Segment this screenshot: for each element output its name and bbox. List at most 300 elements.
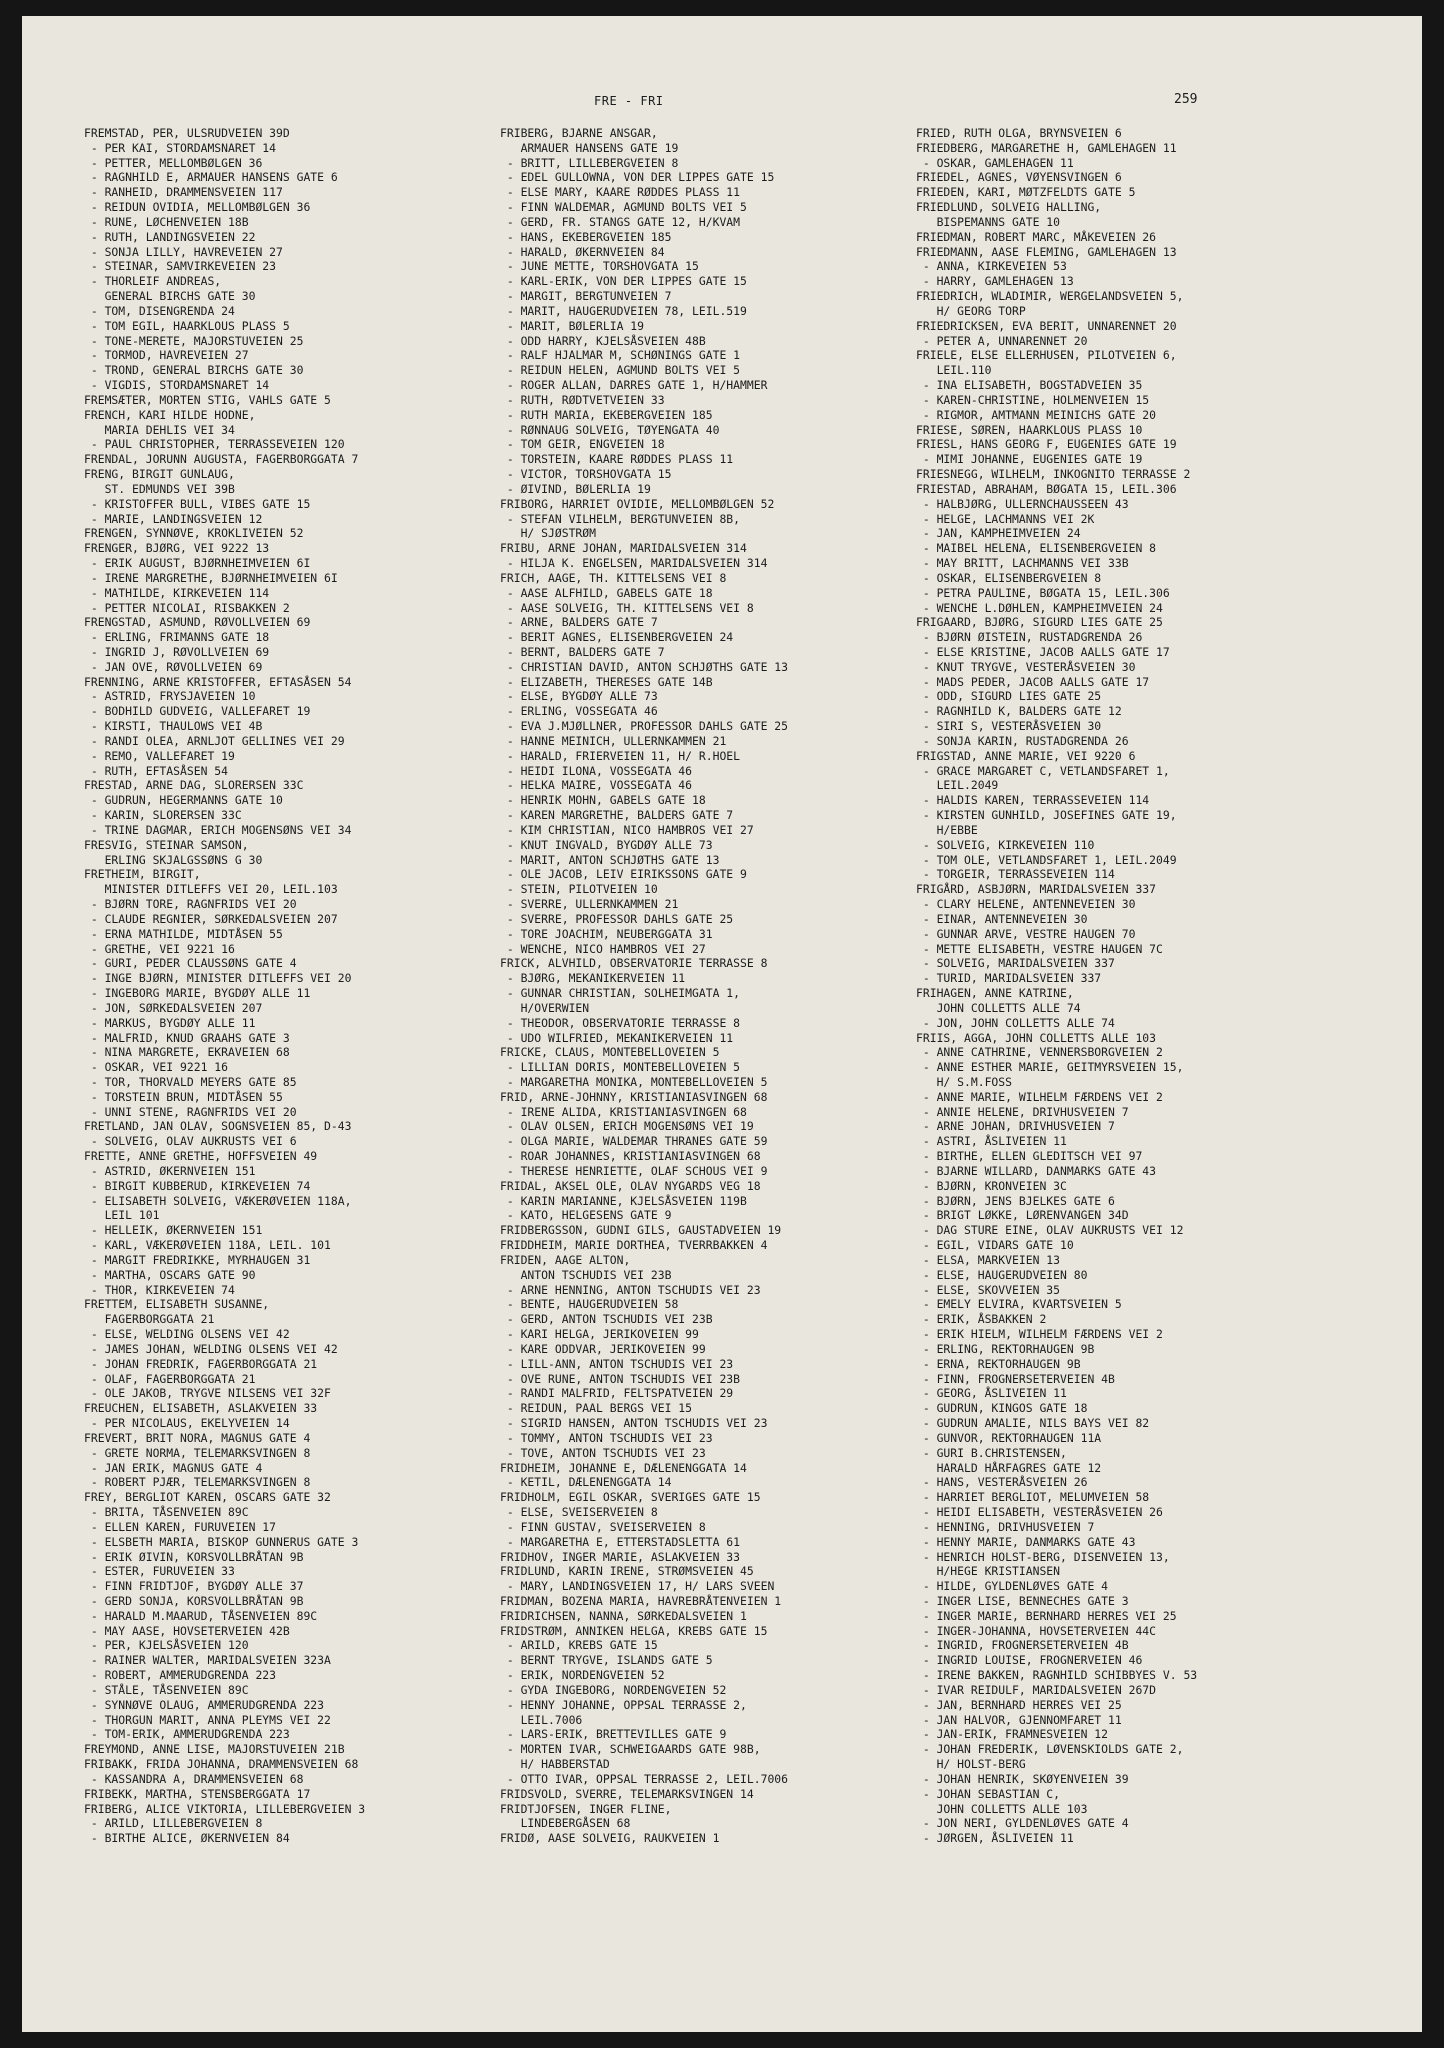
directory-entry: FREY, BERGLIOT KAREN, OSCARS GATE 32 (84, 1490, 331, 1505)
directory-entry: - ANNE MARIE, WILHELM FÆRDENS VEI 2 (916, 1089, 1163, 1104)
directory-entry: - ERIK AUGUST, BJØRNHEIMVEIEN 6I (84, 556, 311, 571)
directory-entry: - BERNT, BALDERS GATE 7 (500, 644, 665, 659)
directory-entry: - MORTEN IVAR, SCHWEIGAARDS GATE 98B, (500, 1742, 761, 1757)
directory-entry: - LILL-ANN, ANTON TSCHUDIS VEI 23 (500, 1356, 734, 1371)
directory-entry: - INGRID J, RØVOLLVEIEN 69 (84, 644, 270, 659)
directory-entry: - RIGMOR, AMTMANN MEINICHS GATE 20 (916, 407, 1157, 422)
directory-entry: FRESTAD, ARNE DAG, SLORERSEN 33C (84, 778, 304, 793)
directory-entry: - TORGEIR, TERRASSEVEIEN 114 (916, 867, 1115, 882)
directory-entry: FRIEDBERG, MARGARETHE H, GAMLEHAGEN 11 (916, 140, 1177, 155)
directory-entry: - BJØRG, MEKANIKERVEIEN 11 (500, 971, 686, 986)
directory-entry: - ERNA MATHILDE, MIDTÅSEN 55 (84, 926, 283, 941)
directory-entry: - THORLEIF ANDREAS, (84, 274, 222, 289)
directory-entry: - HENNY JOHANNE, OPPSAL TERRASSE 2, (500, 1697, 747, 1712)
directory-entry: - OLE JACOB, LEIV EIRIKSSONS GATE 9 (500, 867, 747, 882)
directory-entry: - SOLVEIG, MARIDALSVEIEN 337 (916, 956, 1115, 971)
directory-entry: - SVERRE, ULLERNKAMMEN 21 (500, 897, 679, 912)
directory-entry: - ODD HARRY, KJELSÅSVEIEN 48B (500, 333, 706, 348)
directory-entry: - ELISABETH SOLVEIG, VÆKERØVEIEN 118A, (84, 1193, 352, 1208)
directory-entry: BISPEMANNS GATE 10 (916, 214, 1061, 229)
directory-entry: - BJØRN TORE, RAGNFRIDS VEI 20 (84, 897, 297, 912)
directory-entry: - ELIZABETH, THERESES GATE 14B (500, 674, 713, 689)
directory-entry: - BRIGT LØKKE, LØRENVANGEN 34D (916, 1208, 1129, 1223)
directory-entry: FRIESTAD, ABRAHAM, BØGATA 15, LEIL.306 (916, 481, 1177, 496)
directory-entry: - TOMMY, ANTON TSCHUDIS VEI 23 (500, 1430, 713, 1445)
directory-entry: - ARILD, LILLEBERGVEIEN 8 (84, 1816, 263, 1831)
directory-entry: - IVAR REIDULF, MARIDALSVEIEN 267D (916, 1682, 1157, 1697)
page-number: 259 (1174, 92, 1198, 107)
directory-entry: FRIELE, ELSE ELLERHUSEN, PILOTVEIEN 6, (916, 348, 1177, 363)
directory-entry: - KRISTOFFER BULL, VIBES GATE 15 (84, 496, 311, 511)
directory-entry: - VICTOR, TORSHOVGATA 15 (500, 467, 672, 482)
directory-entry: FRIEDEL, AGNES, VØYENSVINGEN 6 (916, 170, 1122, 185)
directory-entry: - TOM EGIL, HAARKLOUS PLASS 5 (84, 318, 290, 333)
directory-entry: - CLAUDE REGNIER, SØRKEDALSVEIEN 207 (84, 911, 338, 926)
directory-entry: - KATO, HELGESENS GATE 9 (500, 1208, 672, 1223)
directory-entry: - ANNA, KIRKEVEIEN 53 (916, 259, 1067, 274)
directory-entry: - MARGIT, BERGTUNVEIEN 7 (500, 289, 672, 304)
directory-column-1 (84, 126, 504, 1846)
directory-entry: - MAIBEL HELENA, ELISENBERGVEIEN 8 (916, 541, 1157, 556)
directory-entry: ANTON TSCHUDIS VEI 23B (500, 1267, 672, 1282)
directory-entry: - HELKA MAIRE, VOSSEGATA 46 (500, 778, 693, 793)
directory-entry: - ERIK, ÅSBAKKEN 2 (916, 1312, 1047, 1327)
directory-entry: - JOHAN HENRIK, SKØYENVEIEN 39 (916, 1771, 1129, 1786)
directory-entry: - KARI HELGA, JERIKOVEIEN 99 (500, 1327, 699, 1342)
directory-entry: - HELGE, LACHMANNS VEI 2K (916, 511, 1095, 526)
directory-entry: - KARL, VÆKERØVEIEN 118A, LEIL. 101 (84, 1238, 331, 1253)
directory-entry: FREMSTAD, PER, ULSRUDVEIEN 39D (84, 126, 290, 140)
directory-entry: - ØIVIND, BØLERLIA 19 (500, 481, 651, 496)
directory-entry: FRIBAKK, FRIDA JOHANNA, DRAMMENSVEIEN 68 (84, 1757, 359, 1772)
directory-entry: - INGER LISE, BENNECHES GATE 3 (916, 1593, 1129, 1608)
directory-entry: GENERAL BIRCHS GATE 30 (84, 289, 256, 304)
directory-entry: - JAN ERIK, MAGNUS GATE 4 (84, 1460, 263, 1475)
directory-entry: - JON NERI, GYLDENLØVES GATE 4 (916, 1816, 1129, 1831)
directory-entry: - WENCHE L.DØHLEN, KAMPHEIMVEIEN 24 (916, 600, 1163, 615)
directory-entry: - PETRA PAULINE, BØGATA 15, LEIL.306 (916, 585, 1170, 600)
directory-entry: - DAG STURE EINE, OLAV AUKRUSTS VEI 12 (916, 1223, 1184, 1238)
directory-entry: - INGER MARIE, BERNHARD HERRES VEI 25 (916, 1608, 1177, 1623)
directory-entry: - HILJA K. ENGELSEN, MARIDALSVEIEN 314 (500, 556, 768, 571)
directory-entry: - ANNE ESTHER MARIE, GEITMYRSVEIEN 15, (916, 1060, 1184, 1075)
directory-entry: - INGRID LOUISE, FROGNERVEIEN 46 (916, 1653, 1143, 1668)
directory-entry: - ELSA, MARKVEIEN 13 (916, 1252, 1061, 1267)
directory-entry: FRIIS, AGGA, JOHN COLLETTS ALLE 103 (916, 1030, 1157, 1045)
directory-entry: FRIESL, HANS GEORG F, EUGENIES GATE 19 (916, 437, 1177, 452)
directory-entry: - GERD SONJA, KORSVOLLBRÅTAN 9B (84, 1593, 304, 1608)
directory-entry: FRIDHOLM, EGIL OSKAR, SVERIGES GATE 15 (500, 1490, 761, 1505)
directory-entry: - TORE JOACHIM, NEUBERGGATA 31 (500, 926, 713, 941)
page-header-title: FRE - FRI (594, 94, 664, 108)
directory-entry: - SIRI S, VESTERÅSVEIEN 30 (916, 719, 1102, 734)
directory-entry: - ASTRI, ÅSLIVEIEN 11 (916, 1134, 1067, 1149)
directory-entry: FRIDØ, AASE SOLVEIG, RAUKVEIEN 1 (500, 1831, 720, 1846)
directory-entry: - RUTH, EFTASÅSEN 54 (84, 763, 229, 778)
directory-entry: - KIRSTEN GUNHILD, JOSEFINES GATE 19, (916, 808, 1177, 823)
directory-entry: - KARIN MARIANNE, KJELSÅSVEIEN 119B (500, 1193, 747, 1208)
directory-entry: - SONJA KARIN, RUSTADGRENDA 26 (916, 733, 1129, 748)
directory-entry: FRIDRICHSEN, NANNA, SØRKEDALSVEIEN 1 (500, 1608, 747, 1623)
directory-entry: - GUNNAR CHRISTIAN, SOLHEIMGATA 1, (500, 986, 741, 1001)
directory-entry: FRENGSTAD, ASMUND, RØVOLLVEIEN 69 (84, 615, 311, 630)
directory-entry: - EINAR, ANTENNEVEIEN 30 (916, 911, 1088, 926)
directory-entry: - AASE SOLVEIG, TH. KITTELSENS VEI 8 (500, 600, 754, 615)
directory-entry: JOHN COLLETTS ALLE 103 (916, 1801, 1088, 1816)
directory-entry: - ELSE, SKOVVEIEN 35 (916, 1282, 1061, 1297)
directory-entry: - TORSTEIN, KAARE RØDDES PLASS 11 (500, 452, 734, 467)
directory-entry: ERLING SKJALGSSØNS G 30 (84, 852, 263, 867)
directory-entry: - JON, SØRKEDALSVEIEN 207 (84, 1000, 263, 1015)
directory-entry: - SOLVEIG, OLAV AUKRUSTS VEI 6 (84, 1134, 297, 1149)
directory-entry: - HILDE, GYLDENLØVES GATE 4 (916, 1579, 1109, 1594)
directory-entry: FRIEDRICKSEN, EVA BERIT, UNNARENNET 20 (916, 318, 1177, 333)
directory-entry: - SONJA LILLY, HAVREVEIEN 27 (84, 244, 283, 259)
directory-entry: - JON, JOHN COLLETTS ALLE 74 (916, 1015, 1115, 1030)
directory-entry: FRIDSTRØM, ANNIKEN HELGA, KREBS GATE 15 (500, 1623, 768, 1638)
directory-entry: - JOHAN FREDERIK, LØVENSKIOLDS GATE 2, (916, 1742, 1184, 1757)
directory-entry: - HALDIS KAREN, TERRASSEVEIEN 114 (916, 793, 1150, 808)
directory-entry: FRICK, ALVHILD, OBSERVATORIE TERRASSE 8 (500, 956, 768, 971)
directory-entry: FRIDAL, AKSEL OLE, OLAV NYGARDS VEG 18 (500, 1178, 761, 1193)
directory-entry: - SIGRID HANSEN, ANTON TSCHUDIS VEI 23 (500, 1416, 768, 1431)
directory-entry: - GERD, ANTON TSCHUDIS VEI 23B (500, 1312, 713, 1327)
directory-entry: - ERIK, NORDENGVEIEN 52 (500, 1668, 665, 1683)
directory-entry: - GYDA INGEBORG, NORDENGVEIEN 52 (500, 1682, 727, 1697)
directory-entry: - HELLEIK, ØKERNVEIEN 151 (84, 1223, 263, 1238)
directory-entry: - OSKAR, ELISENBERGVEIEN 8 (916, 570, 1102, 585)
directory-entry: - TURID, MARIDALSVEIEN 337 (916, 971, 1102, 986)
directory-entry: - TORMOD, HAVREVEIEN 27 (84, 348, 249, 363)
directory-entry: - HALBJØRG, ULLERNCHAUSSEEN 43 (916, 496, 1129, 511)
directory-entry: - ROBERT, AMMERUDGRENDA 223 (84, 1668, 277, 1683)
directory-entry: - GURI B.CHRISTENSEN, (916, 1445, 1067, 1460)
directory-entry: - EVA J.MJØLLNER, PROFESSOR DAHLS GATE 25 (500, 719, 789, 734)
directory-entry: FREMSÆTER, MORTEN STIG, VAHLS GATE 5 (84, 392, 331, 407)
directory-entry: - UNNI STENE, RAGNFRIDS VEI 20 (84, 1104, 297, 1119)
directory-entry: - BJØRN ØISTEIN, RUSTADGRENDA 26 (916, 630, 1143, 645)
directory-entry: - KARL-ERIK, VON DER LIPPES GATE 15 (500, 274, 747, 289)
directory-entry: - MARIE, LANDINGSVEIEN 12 (84, 511, 263, 526)
directory-entry: - PETTER, MELLOMBØLGEN 36 (84, 155, 263, 170)
directory-entry: - KIRSTI, THAULOWS VEI 4B (84, 719, 263, 734)
directory-entry: LEIL.2049 (916, 778, 999, 793)
directory-entry: - RUNE, LØCHENVEIEN 18B (84, 214, 249, 229)
directory-entry: - OTTO IVAR, OPPSAL TERRASSE 2, LEIL.7006 (500, 1771, 789, 1786)
directory-entry: FRETTE, ANNE GRETHE, HOFFSVEIEN 49 (84, 1149, 318, 1164)
directory-entry: FRIDBERGSSON, GUDNI GILS, GAUSTADVEIEN 19 (500, 1223, 782, 1238)
directory-entry: H/ S.M.FOSS (916, 1075, 1013, 1089)
directory-entry: - JØRGEN, ÅSLIVEIEN 11 (916, 1831, 1074, 1846)
directory-entry: FRIGSTAD, ANNE MARIE, VEI 9220 6 (916, 748, 1136, 763)
directory-entry: - ARILD, KREBS GATE 15 (500, 1638, 658, 1653)
directory-entry: - TOM-ERIK, AMMERUDGRENDA 223 (84, 1727, 290, 1742)
directory-entry: FREYMOND, ANNE LISE, MAJORSTUVEIEN 21B (84, 1742, 345, 1757)
directory-entry: H/OVERWIEN (500, 1000, 590, 1015)
directory-entry: - TOR, THORVALD MEYERS GATE 85 (84, 1075, 297, 1089)
directory-entry: - PER NICOLAUS, EKELYVEIEN 14 (84, 1416, 290, 1431)
directory-entry: - JOHAN FREDRIK, FAGERBORGGATA 21 (84, 1356, 318, 1371)
directory-entry: JOHN COLLETTS ALLE 74 (916, 1000, 1081, 1015)
directory-entry: - BODHILD GUDVEIG, VALLEFARET 19 (84, 704, 311, 719)
directory-page (22, 16, 1422, 2032)
directory-entry: - HANNE MEINICH, ULLERNKAMMEN 21 (500, 733, 727, 748)
directory-entry: - INGE BJØRN, MINISTER DITLEFFS VEI 20 (84, 971, 352, 986)
directory-entry: FRENG, BIRGIT GUNLAUG, (84, 467, 235, 482)
directory-entry: FRETHEIM, BIRGIT, (84, 867, 201, 882)
directory-entry: - ASTRID, FRYSJAVEIEN 10 (84, 689, 256, 704)
directory-entry: FRESVIG, STEINAR SAMSON, (84, 837, 249, 852)
directory-entry: FRIESE, SØREN, HAARKLOUS PLASS 10 (916, 422, 1143, 437)
directory-entry: - GUDRUN, HEGERMANNS GATE 10 (84, 793, 283, 808)
directory-entry: LEIL.7006 (500, 1712, 583, 1727)
directory-entry: - ARNE HENNING, ANTON TSCHUDIS VEI 23 (500, 1282, 761, 1297)
directory-entry: - KETIL, DÆLENENGGATA 14 (500, 1475, 672, 1490)
directory-entry: - HARRY, GAMLEHAGEN 13 (916, 274, 1074, 289)
directory-entry: FRIGAARD, BJØRG, SIGURD LIES GATE 25 (916, 615, 1163, 630)
directory-entry: - HANS, VESTERÅSVEIEN 26 (916, 1475, 1088, 1490)
directory-entry: MINISTER DITLEFFS VEI 20, LEIL.103 (84, 882, 338, 897)
directory-entry: - CHRISTIAN DAVID, ANTON SCHJØTHS GATE 13 (500, 659, 789, 674)
directory-entry: - ROGER ALLAN, DARRES GATE 1, H/HAMMER (500, 378, 768, 393)
directory-entry: - RAGNHILD K, BALDERS GATE 12 (916, 704, 1122, 719)
directory-entry: - THORGUN MARIT, ANNA PLEYMS VEI 22 (84, 1712, 331, 1727)
directory-entry: - BERNT TRYGVE, ISLANDS GATE 5 (500, 1653, 713, 1668)
directory-entry: - MALFRID, KNUD GRAAHS GATE 3 (84, 1030, 290, 1045)
directory-entry: - BRITT, LILLEBERGVEIEN 8 (500, 155, 679, 170)
directory-entry: - RAGNHILD E, ARMAUER HANSENS GATE 6 (84, 170, 338, 185)
directory-entry: - ODD, SIGURD LIES GATE 25 (916, 689, 1102, 704)
directory-entry: - ESTER, FURUVEIEN 33 (84, 1564, 235, 1579)
directory-entry: - MARGARETHA E, ETTERSTADSLETTA 61 (500, 1534, 741, 1549)
directory-entry: - BJØRN, JENS BJELKES GATE 6 (916, 1193, 1115, 1208)
directory-entry: - OLGA MARIE, WALDEMAR THRANES GATE 59 (500, 1134, 768, 1149)
directory-entry: - CLARY HELENE, ANTENNEVEIEN 30 (916, 897, 1136, 912)
directory-entry: - GERD, FR. STANGS GATE 12, H/KVAM (500, 214, 741, 229)
directory-entry: - HENNING, DRIVHUSVEIEN 7 (916, 1519, 1095, 1534)
directory-entry: - BIRGIT KUBBERUD, KIRKEVEIEN 74 (84, 1178, 311, 1193)
directory-entry: - BIRTHE ALICE, ØKERNVEIEN 84 (84, 1831, 290, 1846)
directory-entry: - ROAR JOHANNES, KRISTIANIASVINGEN 68 (500, 1149, 761, 1164)
directory-entry: - LILLIAN DORIS, MONTEBELLOVEIEN 5 (500, 1060, 741, 1075)
directory-entry: - OLE JAKOB, TRYGVE NILSENS VEI 32F (84, 1386, 331, 1401)
directory-entry: - RUTH MARIA, EKEBERGVEIEN 185 (500, 407, 713, 422)
directory-entry: - HARALD, ØKERNVEIEN 84 (500, 244, 665, 259)
directory-entry: - MARKUS, BYGDØY ALLE 11 (84, 1015, 256, 1030)
directory-entry: H/ HABBERSTAD (500, 1757, 610, 1772)
directory-entry: FRENNING, ARNE KRISTOFFER, EFTASÅSEN 54 (84, 674, 352, 689)
directory-entry: - OLAF, FAGERBORGGATA 21 (84, 1371, 256, 1386)
directory-entry: - KARE ODDVAR, JERIKOVEIEN 99 (500, 1341, 706, 1356)
directory-entry: - INA ELISABETH, BOGSTADVEIEN 35 (916, 378, 1143, 393)
directory-entry: - ELSE, HAUGERUDVEIEN 80 (916, 1267, 1088, 1282)
directory-entry: H/ HOLST-BERG (916, 1757, 1026, 1772)
directory-entry: - HANS, EKEBERGVEIEN 185 (500, 229, 672, 244)
directory-entry: - STEIN, PILOTVEIEN 10 (500, 882, 658, 897)
directory-entry: - SVERRE, PROFESSOR DAHLS GATE 25 (500, 911, 734, 926)
directory-entry: - THOR, KIRKEVEIEN 74 (84, 1282, 235, 1297)
directory-entry: - ROBERT PJÆR, TELEMARKSVINGEN 8 (84, 1475, 311, 1490)
directory-entry: LINDEBERGÅSEN 68 (500, 1816, 631, 1831)
directory-entry: - BRITA, TÅSENVEIEN 89C (84, 1505, 249, 1520)
directory-entry: - TROND, GENERAL BIRCHS GATE 30 (84, 363, 304, 378)
directory-entry: FRENDAL, JORUNN AUGUSTA, FAGERBORGGATA 7 (84, 452, 359, 467)
directory-entry: - EDEL GULLOWNA, VON DER LIPPES GATE 15 (500, 170, 775, 185)
directory-entry: - RANDI MALFRID, FELTSPATVEIEN 29 (500, 1386, 734, 1401)
directory-entry: ARMAUER HANSENS GATE 19 (500, 140, 679, 155)
directory-entry: MARIA DEHLIS VEI 34 (84, 422, 235, 437)
directory-entry: - MADS PEDER, JACOB AALLS GATE 17 (916, 674, 1150, 689)
directory-entry: FRICH, AAGE, TH. KITTELSENS VEI 8 (500, 570, 727, 585)
directory-entry: - KNUT TRYGVE, VESTERÅSVEIEN 30 (916, 659, 1136, 674)
directory-entry: FRIEDLUND, SOLVEIG HALLING, (916, 200, 1102, 215)
directory-entry: - KNUT INGVALD, BYGDØY ALLE 73 (500, 837, 713, 852)
directory-entry: - REIDUN OVIDIA, MELLOMBØLGEN 36 (84, 200, 311, 215)
directory-entry: FRIEDMANN, AASE FLEMING, GAMLEHAGEN 13 (916, 244, 1177, 259)
directory-entry: FREUCHEN, ELISABETH, ASLAKVEIEN 33 (84, 1401, 318, 1416)
directory-entry: - JAMES JOHAN, WELDING OLSENS VEI 42 (84, 1341, 338, 1356)
directory-entry: - ANNIE HELENE, DRIVHUSVEIEN 7 (916, 1104, 1129, 1119)
directory-entry: - NINA MARGRETE, EKRAVEIEN 68 (84, 1045, 290, 1060)
directory-entry: FRIESNEGG, WILHELM, INKOGNITO TERRASSE 2 (916, 467, 1191, 482)
directory-entry: - HENRICH HOLST-BERG, DISENVEIEN 13, (916, 1549, 1170, 1564)
directory-entry: - HARRIET BERGLIOT, MELUMVEIEN 58 (916, 1490, 1150, 1505)
directory-entry: - HENRIK MOHN, GABELS GATE 18 (500, 793, 706, 808)
directory-entry: FRIDSVOLD, SVERRE, TELEMARKSVINGEN 14 (500, 1786, 754, 1801)
directory-entry: FRIBERG, ALICE VIKTORIA, LILLEBERGVEIEN 3 (84, 1801, 366, 1816)
directory-entry: - REMO, VALLEFARET 19 (84, 748, 235, 763)
directory-entry: - GUNVOR, REKTORHAUGEN 11A (916, 1430, 1102, 1445)
directory-entry: - ERIK HIELM, WILHELM FÆRDENS VEI 2 (916, 1327, 1163, 1342)
directory-entry: - MARY, LANDINGSVEIEN 17, H/ LARS SVEEN (500, 1579, 775, 1594)
directory-entry: FRIDEN, AAGE ALTON, (500, 1252, 631, 1267)
directory-entry: - THERESE HENRIETTE, OLAF SCHOUS VEI 9 (500, 1163, 768, 1178)
directory-entry: - TRINE DAGMAR, ERICH MOGENSØNS VEI 34 (84, 822, 352, 837)
directory-entry: - WENCHE, NICO HAMBROS VEI 27 (500, 941, 706, 956)
directory-entry: - JAN-ERIK, FRAMNESVEIEN 12 (916, 1727, 1109, 1742)
directory-entry: - PETER A, UNNARENNET 20 (916, 333, 1088, 348)
directory-entry: FRIBERG, BJARNE ANSGAR, (500, 126, 658, 140)
directory-entry: - JAN, KAMPHEIMVEIEN 24 (916, 526, 1081, 541)
directory-entry: - EMELY ELVIRA, KVARTSVEIEN 5 (916, 1297, 1122, 1312)
directory-entry: LEIL 101 (84, 1208, 160, 1223)
directory-entry: FRIBORG, HARRIET OVIDIE, MELLOMBØLGEN 52 (500, 496, 775, 511)
directory-entry: FRID, ARNE-JOHNNY, KRISTIANIASVINGEN 68 (500, 1089, 768, 1104)
directory-entry: - RALF HJALMAR M, SCHØNINGS GATE 1 (500, 348, 741, 363)
directory-entry: - INGEBORG MARIE, BYGDØY ALLE 11 (84, 986, 311, 1001)
directory-entry: - MARIT, ANTON SCHJØTHS GATE 13 (500, 852, 720, 867)
directory-entry: - RUTH, RØDTVETVEIEN 33 (500, 392, 665, 407)
directory-entry: - GUDRUN, KINGOS GATE 18 (916, 1401, 1088, 1416)
directory-entry: H/HEGE KRISTIANSEN (916, 1564, 1061, 1579)
directory-entry: - HENNY MARIE, DANMARKS GATE 43 (916, 1534, 1136, 1549)
directory-entry: FRICKE, CLAUS, MONTEBELLOVEIEN 5 (500, 1045, 720, 1060)
directory-entry: FRIDTJOFSEN, INGER FLINE, (500, 1801, 672, 1816)
directory-entry: - OSKAR, VEI 9221 16 (84, 1060, 229, 1075)
directory-entry: FREVERT, BRIT NORA, MAGNUS GATE 4 (84, 1430, 311, 1445)
directory-entry: - HEIDI ELISABETH, VESTERÅSVEIEN 26 (916, 1505, 1163, 1520)
directory-column-2 (500, 126, 920, 1846)
directory-entry: - GURI, PEDER CLAUSSØNS GATE 4 (84, 956, 297, 971)
directory-entry: H/EBBE (916, 822, 978, 837)
directory-entry: - GEORG, ÅSLIVEIEN 11 (916, 1386, 1067, 1401)
directory-entry: - ARNE JOHAN, DRIVHUSVEIEN 7 (916, 1119, 1115, 1134)
directory-entry: - METTE ELISABETH, VESTRE HAUGEN 7C (916, 941, 1163, 956)
directory-entry: HARALD HÅRFAGRES GATE 12 (916, 1460, 1102, 1475)
directory-entry: - GRETHE, VEI 9221 16 (84, 941, 235, 956)
directory-entry: - GUNNAR ARVE, VESTRE HAUGEN 70 (916, 926, 1136, 941)
directory-entry: - REIDUN HELEN, AGMUND BOLTS VEI 5 (500, 363, 741, 378)
directory-entry: - MIMI JOHANNE, EUGENIES GATE 19 (916, 452, 1143, 467)
directory-entry: FRIBEKK, MARTHA, STENSBERGGATA 17 (84, 1786, 311, 1801)
directory-entry: H/ SJØSTRØM (500, 526, 597, 541)
directory-entry: - PAUL CHRISTOPHER, TERRASSEVEIEN 120 (84, 437, 345, 452)
directory-entry: - INGRID, FROGNERSETERVEIEN 4B (916, 1638, 1129, 1653)
directory-entry: - KIM CHRISTIAN, NICO HAMBROS VEI 27 (500, 822, 754, 837)
directory-entry: - MARGIT FREDRIKKE, MYRHAUGEN 31 (84, 1252, 311, 1267)
directory-entry: - RANDI OLEA, ARNLJOT GELLINES VEI 29 (84, 733, 345, 748)
directory-entry: - STEFAN VILHELM, BERGTUNVEIEN 8B, (500, 511, 741, 526)
directory-entry: - MAY AASE, HOVSETERVEIEN 42B (84, 1623, 290, 1638)
directory-entry: - STEINAR, SAMVIRKEVEIEN 23 (84, 259, 277, 274)
directory-entry: - ELSE KRISTINE, JACOB AALLS GATE 17 (916, 644, 1170, 659)
directory-entry: - LARS-ERIK, BRETTEVILLES GATE 9 (500, 1727, 727, 1742)
directory-entry: - THEODOR, OBSERVATORIE TERRASSE 8 (500, 1015, 741, 1030)
directory-entry: - STÅLE, TÅSENVEIEN 89C (84, 1682, 249, 1697)
directory-entry: - MATHILDE, KIRKEVEIEN 114 (84, 585, 270, 600)
directory-entry: - OLAV OLSEN, ERICH MOGENSØNS VEI 19 (500, 1119, 754, 1134)
directory-entry: LEIL.110 (916, 363, 992, 378)
directory-entry: - JAN HALVOR, GJENNOMFARET 11 (916, 1712, 1122, 1727)
directory-entry: - BJARNE WILLARD, DANMARKS GATE 43 (916, 1163, 1157, 1178)
directory-entry: - BERIT AGNES, ELISENBERGVEIEN 24 (500, 630, 734, 645)
directory-entry: - PER KAI, STORDAMSNARET 14 (84, 140, 277, 155)
directory-entry: - FINN GUSTAV, SVEISERVEIEN 8 (500, 1519, 706, 1534)
directory-entry: - JOHAN SEBASTIAN C, (916, 1786, 1061, 1801)
directory-entry: FRENGER, BJØRG, VEI 9222 13 (84, 541, 270, 556)
directory-entry: - REIDUN, PAAL BERGS VEI 15 (500, 1401, 693, 1416)
directory-entry: FRIDMAN, BOZENA MARIA, HAVREBRÅTENVEIEN 1 (500, 1593, 782, 1608)
directory-entry: - FINN WALDEMAR, AGMUND BOLTS VEI 5 (500, 200, 747, 215)
directory-entry: FRIED, RUTH OLGA, BRYNSVEIEN 6 (916, 126, 1122, 140)
directory-entry: - ARNE, BALDERS GATE 7 (500, 615, 658, 630)
directory-entry: FAGERBORGGATA 21 (84, 1312, 215, 1327)
directory-entry: - OSKAR, GAMLEHAGEN 11 (916, 155, 1074, 170)
directory-entry: - RØNNAUG SOLVEIG, TØYENGATA 40 (500, 422, 720, 437)
directory-entry: - PER, KJELSÅSVEIEN 120 (84, 1638, 249, 1653)
directory-entry: - KASSANDRA A, DRAMMENSVEIEN 68 (84, 1771, 304, 1786)
directory-entry: - ELSE, WELDING OLSENS VEI 42 (84, 1327, 290, 1342)
directory-entry: - ELSE, BYGDØY ALLE 73 (500, 689, 658, 704)
directory-entry: - BIRTHE, ELLEN GLEDITSCH VEI 97 (916, 1149, 1143, 1164)
directory-entry: FRETLAND, JAN OLAV, SOGNSVEIEN 85, D-43 (84, 1119, 352, 1134)
directory-entry: FRIDDHEIM, MARIE DORTHEA, TVERRBAKKEN 4 (500, 1238, 768, 1253)
directory-entry: - ELSBETH MARIA, BISKOP GUNNERUS GATE 3 (84, 1534, 359, 1549)
directory-entry: - FINN, FROGNERSETERVEIEN 4B (916, 1371, 1115, 1386)
directory-entry: - TOM OLE, VETLANDSFARET 1, LEIL.2049 (916, 852, 1177, 867)
directory-entry: FRIDLUND, KARIN IRENE, STRØMSVEIEN 45 (500, 1564, 754, 1579)
directory-entry: FRIEDRICH, WLADIMIR, WERGELANDSVEIEN 5, (916, 289, 1184, 304)
directory-entry: FRIHAGEN, ANNE KATRINE, (916, 986, 1074, 1001)
directory-entry: - RANHEID, DRAMMENSVEIEN 117 (84, 185, 283, 200)
directory-entry: - MARTHA, OSCARS GATE 90 (84, 1267, 256, 1282)
directory-entry: - ERLING, VOSSEGATA 46 (500, 704, 658, 719)
directory-entry: - AASE ALFHILD, GABELS GATE 18 (500, 585, 713, 600)
directory-entry: FRIDHEIM, JOHANNE E, DÆLENENGGATA 14 (500, 1460, 747, 1475)
directory-entry: - ELSE MARY, KAARE RØDDES PLASS 11 (500, 185, 741, 200)
directory-entry: - HEIDI ILONA, VOSSEGATA 46 (500, 763, 693, 778)
directory-entry: H/ GEORG TORP (916, 303, 1026, 318)
